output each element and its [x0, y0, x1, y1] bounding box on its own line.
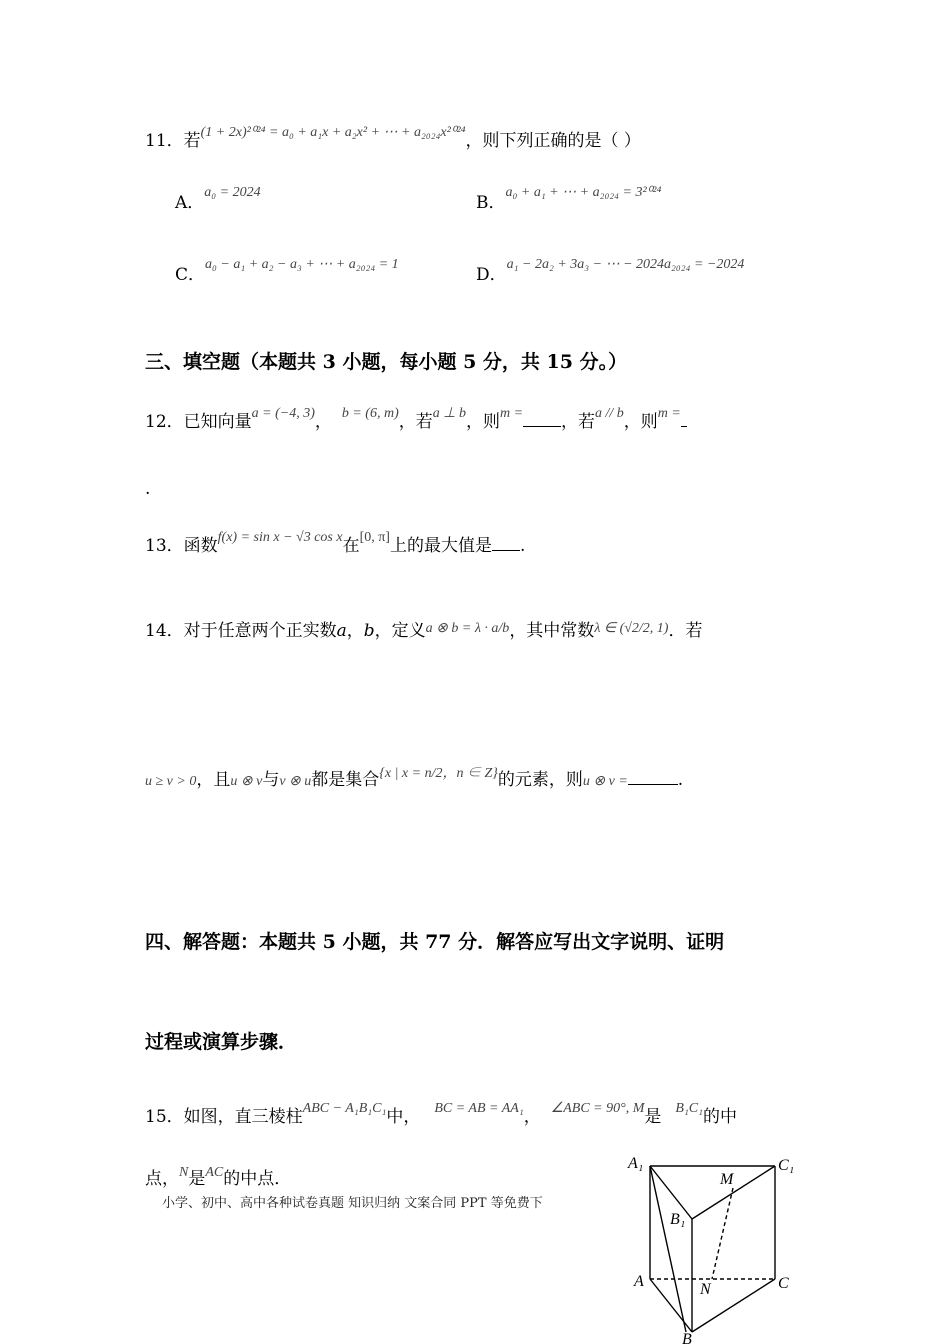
q13-stem: 13．函数$^{f(x) = sin x - √3 cos x}$在[0, π]上的最大值是 . — [145, 530, 526, 556]
label-b1: B₁ — [670, 1211, 686, 1228]
q11-option-b: B．$^{a_0 + a_1 + \cdots + a_{2024} = 3^{2024}}$ — [476, 185, 662, 213]
q14-stem-line2: u ≥ v > 0，且u ⊗ v与v ⊗ u都是集合$^{\{x | x = n/2,n \in Z\}}$的元素，则u ⊗ v = . — [145, 766, 684, 790]
label-a: A — [634, 1273, 644, 1290]
q13-answer-blank[interactable] — [492, 534, 520, 551]
q14-stem-line1: 14．对于任意两个正实数a，b，定义$^{a \otimes b = \lambda \cdot a/b}$，其中常数$^{\lambda \in (√2/2, 1)}$．若 — [145, 621, 703, 641]
q11-option-d: D．$^{a_1 - 2a_2 + 3a_3 - \cdots - 2024a_{2024} = -2024}$ — [476, 257, 745, 285]
section-4-heading-line2: 过程或演算步骤． — [145, 1031, 298, 1053]
footer-banner: 小学、初中、高中各种试卷真题 知识归纳 文案合同 PPT 等免费下 — [162, 1196, 543, 1211]
q14-answer-blank[interactable] — [628, 768, 678, 785]
q12-trailing-dot: . — [145, 479, 151, 499]
q12-stem: 12．已知向量$^{a = (-4, 3)}$， $^{b = (6, m)}$，若$^{a \perp b}$，则$^{m =}$ ，若$^{a // b}$，则$^{m =}$ — [145, 410, 687, 435]
q11-stem: 11．若$^{(1 + 2x)^{2024} = a_0 + a_1x + a_2x^2 + \cdots + a_{2024}x^{2024}}$，则下列正确的是（ ） — [145, 125, 641, 151]
label-n: N — [700, 1281, 711, 1298]
q11-expression: (1 + 2x)²⁰²⁴ = a₀ + a₁x + a₂x² + ⋯ + a₂₀₂₄x²⁰²⁴ — [200, 125, 466, 140]
label-c: C — [778, 1275, 789, 1292]
label-b: B — [682, 1331, 692, 1344]
edge-a-b — [650, 1279, 692, 1332]
segment-m-n-hidden — [712, 1188, 733, 1279]
q15-stem-line1: 15．如图，直三棱柱$^{ABC - A_1B_1C_1}$中， $^{BC = AB = AA_1}$， $^{\angle ABC = 90^\circ, M}$是 $^{B_1C_1}$的中 — [145, 1101, 738, 1127]
prism-figure — [620, 1144, 810, 1344]
segment-a1-b — [650, 1166, 686, 1332]
label-a1: A₁ — [628, 1155, 644, 1172]
label-m: M — [720, 1171, 734, 1188]
q11-option-a: A．$^{a_0 = 2024}$ — [175, 185, 261, 213]
q12-answer-blank-2[interactable] — [681, 410, 687, 427]
edge-b1-c1 — [692, 1166, 775, 1219]
label-c1: C₁ — [778, 1157, 795, 1174]
section-3-heading: 三、填空题（本题共 3 小题，每小题 5 分，共 15 分。） — [145, 351, 628, 373]
section-4-heading-line1: 四、解答题：本题共 5 小题，共 77 分．解答应写出文字说明、证明 — [145, 931, 725, 953]
q11-option-c: C．$^{a_0 - a_1 + a_2 - a_3 + \cdots + a_{2024} = 1}$ — [175, 257, 399, 285]
q12-answer-blank-1[interactable] — [523, 410, 561, 427]
q15-stem-line2: 点，$^N$是$^{AC}$的中点． — [145, 1165, 292, 1189]
